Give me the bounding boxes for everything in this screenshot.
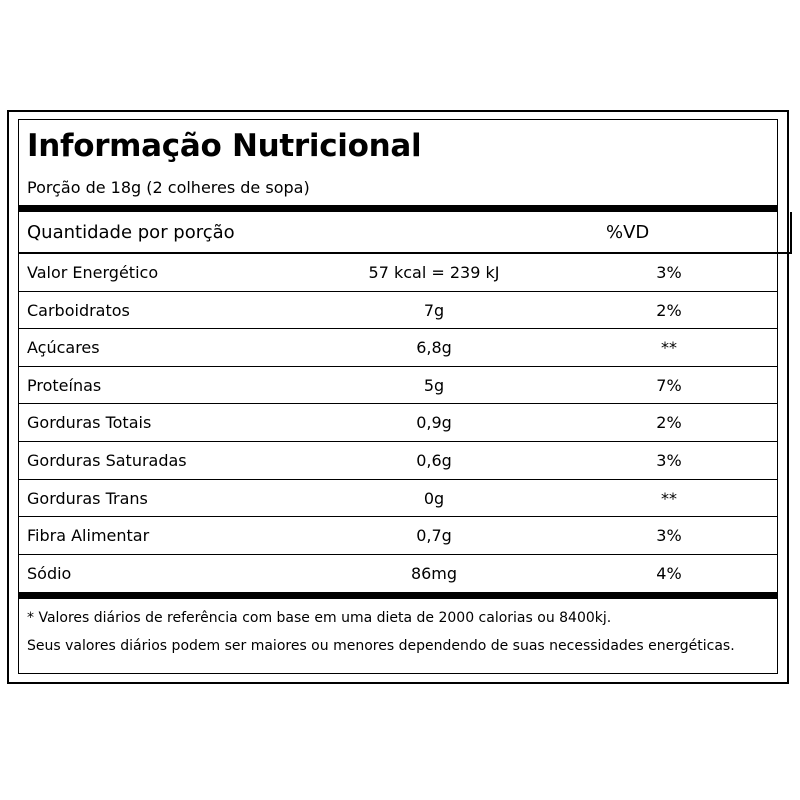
nutrient-amount: 0,9g: [416, 413, 452, 433]
nutrient-name: Gorduras Totais: [27, 413, 152, 433]
nutrient-vd: **: [661, 338, 677, 358]
nutrient-vd: 3%: [656, 263, 682, 282]
nutrient-name: Gorduras Saturadas: [27, 450, 187, 470]
nutrient-rows: [19, 254, 777, 592]
serving-size: Porção de 18g (2 colheres de sopa): [27, 178, 310, 197]
table-row: [19, 517, 777, 555]
label-title: Informação Nutricional: [27, 128, 422, 164]
table-row: [19, 329, 777, 367]
nutrient-vd: **: [661, 488, 677, 508]
nutrient-vd: 2%: [656, 413, 682, 433]
nutrient-name: Carboidratos: [27, 300, 130, 320]
header-quantity-label: Quantidade por porção: [27, 222, 235, 243]
nutrient-name: Fibra Alimentar: [27, 526, 150, 546]
table-row: [19, 254, 777, 292]
table-row: [19, 367, 777, 405]
nutrient-vd: 2%: [656, 300, 682, 320]
nutrient-vd: 3%: [656, 450, 682, 470]
nutrient-vd: 3%: [656, 526, 682, 546]
top-divider: [19, 205, 777, 212]
table-row: [19, 442, 777, 480]
nutrient-amount: 5g: [423, 375, 445, 395]
nutrient-amount: 0,6g: [416, 450, 452, 470]
footnote-disclaimer: Seus valores diários podem ser maiores ou menores dependendo de suas necessidades energéticas.: [27, 638, 735, 654]
nutrient-vd: 7%: [656, 375, 682, 395]
nutrition-label: [7, 110, 789, 684]
nutrient-amount: 86mg: [410, 563, 458, 583]
table-row: [19, 480, 777, 518]
table-header: [19, 212, 792, 254]
footnote-reference: * Valores diários de referência com base em uma dieta de 2000 calorias ou 8400kj.: [27, 610, 612, 626]
nutrient-name: Gorduras Trans: [27, 488, 148, 508]
nutrient-amount: 57 kcal = 239 kJ: [368, 263, 500, 282]
nutrient-amount: 6,8g: [416, 338, 452, 358]
table-row: [19, 555, 777, 593]
nutrient-name: Valor Energético: [27, 263, 159, 282]
nutrient-amount: 7g: [423, 300, 445, 320]
header-vd-label: %VD: [606, 222, 650, 243]
table-row: [19, 404, 777, 442]
table-row: [19, 292, 777, 330]
nutrient-vd: 4%: [656, 563, 682, 583]
footnote: [27, 604, 767, 660]
nutrient-amount: 0g: [423, 488, 445, 508]
nutrient-amount: 0,7g: [416, 526, 452, 546]
nutrient-name: Sódio: [27, 563, 72, 583]
bottom-divider: [19, 592, 777, 599]
nutrition-table: [18, 119, 778, 674]
nutrient-name: Açúcares: [27, 338, 100, 358]
nutrient-name: Proteínas: [27, 375, 102, 395]
